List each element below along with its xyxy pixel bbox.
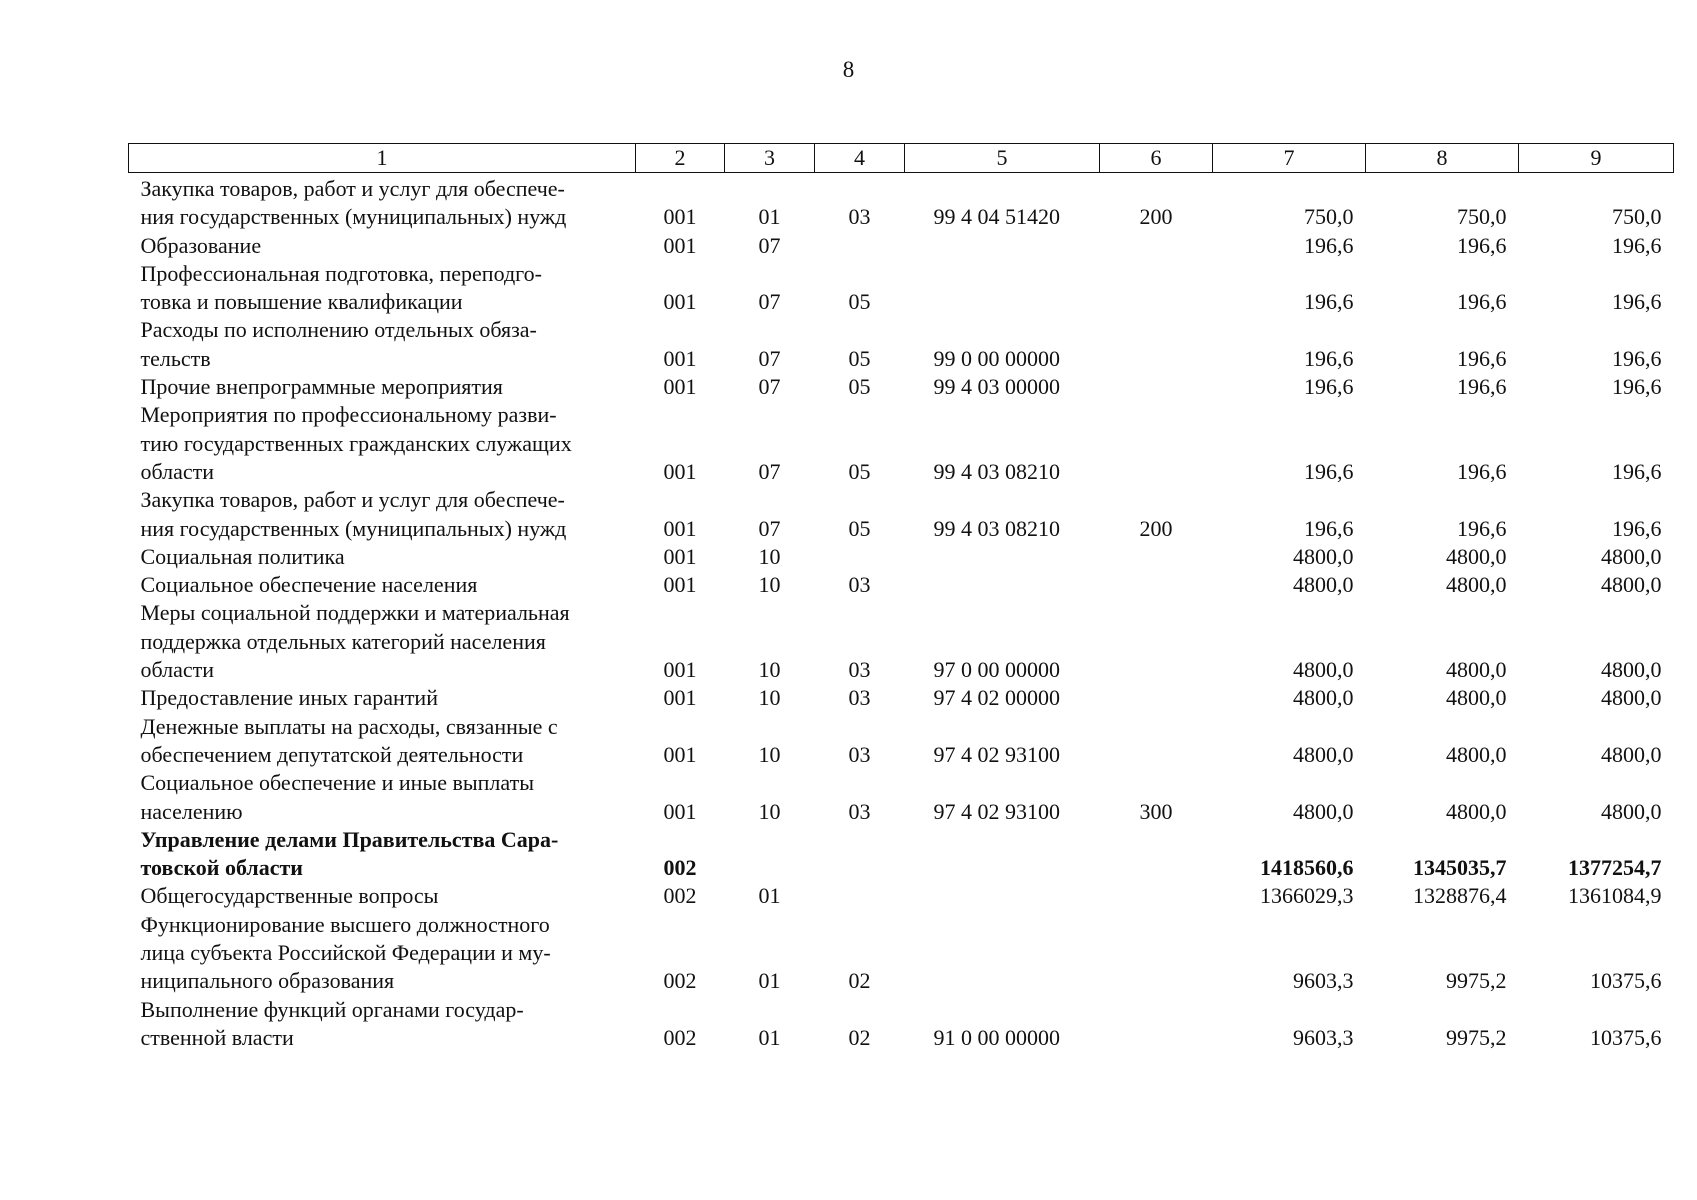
table-row (129, 599, 1674, 684)
description-line: тельств (140, 345, 211, 371)
column-header-3: 3 (725, 144, 815, 173)
cell-description (129, 911, 636, 996)
cell-description (129, 713, 636, 770)
cell-description (129, 232, 636, 260)
cell-description (129, 543, 636, 571)
description-line: Функционирование высшего должностного (140, 911, 550, 937)
cell-amount-col9: 4800,0 (1601, 741, 1662, 767)
cell-section: 07 (758, 232, 781, 258)
cell-subsection: 03 (848, 741, 871, 767)
description-line: ниципального образования (140, 968, 395, 994)
cell-subsection: 03 (848, 798, 871, 824)
cell-amount-col8: 4800,0 (1446, 685, 1507, 711)
cell-target-article: 97 4 02 93100 (933, 741, 1060, 767)
cell-section: 10 (758, 798, 781, 824)
description-line: Социальная политика (140, 543, 345, 569)
column-header-6: 6 (1100, 144, 1213, 173)
description-line: Общегосударственные вопросы (140, 883, 439, 909)
cell-amount-col8: 4800,0 (1446, 657, 1507, 683)
description-line: товской области (140, 855, 303, 881)
cell-subsection: 03 (848, 657, 871, 683)
description-line: обеспечением депутатской деятельности (140, 741, 524, 767)
cell-description (129, 401, 636, 486)
cell-amount-col9: 4800,0 (1601, 685, 1662, 711)
cell-ministry-code: 001 (663, 515, 697, 541)
cell-ministry-code: 001 (663, 204, 697, 230)
cell-subsection: 03 (848, 685, 871, 711)
cell-amount-col8: 4800,0 (1446, 572, 1507, 598)
description-line: лица субъекта Российской Федерации и му- (140, 940, 551, 966)
cell-expense-type (1100, 316, 1213, 373)
cell-amount-col9: 1377254,7 (1568, 855, 1662, 881)
table-row (129, 316, 1674, 373)
cell-expense-type (1100, 599, 1213, 684)
cell-description (129, 684, 636, 712)
cell-ministry-code: 001 (663, 543, 697, 569)
cell-target-article: 97 4 02 00000 (933, 685, 1060, 711)
description-line: Денежные выплаты на расходы, связанные с (140, 713, 558, 739)
cell-ministry-code: 001 (663, 657, 697, 683)
description-line: Образование (140, 232, 262, 258)
cell-expense-type (1100, 684, 1213, 712)
cell-amount-col9: 196,6 (1612, 515, 1662, 541)
cell-subsection: 05 (848, 289, 871, 315)
cell-amount-col7: 1366029,3 (1260, 883, 1354, 909)
cell-description (129, 316, 636, 373)
cell-amount-col8: 196,6 (1457, 374, 1507, 400)
cell-target-article (905, 260, 1100, 317)
cell-amount-col9: 4800,0 (1601, 657, 1662, 683)
cell-expense-type (1100, 713, 1213, 770)
cell-expense-type (1100, 401, 1213, 486)
cell-amount-col7: 4800,0 (1293, 657, 1354, 683)
description-line: Закупка товаров, работ и услуг для обеспече- (140, 487, 565, 513)
cell-ministry-code: 001 (663, 232, 697, 258)
cell-ministry-code: 001 (663, 289, 697, 315)
cell-target-article (905, 571, 1100, 599)
cell-section: 07 (758, 374, 781, 400)
cell-ministry-code: 002 (663, 1024, 697, 1050)
cell-description (129, 486, 636, 543)
cell-amount-col9: 4800,0 (1601, 798, 1662, 824)
table-row (129, 543, 1674, 571)
cell-section: 10 (758, 685, 781, 711)
cell-target-article: 99 4 04 51420 (933, 204, 1060, 230)
cell-amount-col9: 196,6 (1612, 458, 1662, 484)
cell-expense-type: 200 (1139, 204, 1173, 230)
cell-amount-col9: 10375,6 (1590, 1024, 1662, 1050)
cell-amount-col9: 4800,0 (1601, 543, 1662, 569)
description-line: Выполнение функций органами государ- (140, 996, 524, 1022)
cell-section: 10 (758, 741, 781, 767)
cell-section: 01 (758, 883, 781, 909)
cell-expense-type (1100, 882, 1213, 910)
description-line: области (140, 458, 215, 484)
table-row (129, 826, 1674, 883)
cell-description (129, 599, 636, 684)
cell-amount-col8: 4800,0 (1446, 741, 1507, 767)
column-header-9: 9 (1519, 144, 1674, 173)
cell-subsection: 05 (848, 345, 871, 371)
cell-section: 10 (758, 657, 781, 683)
table-row (129, 173, 1674, 232)
description-line: товка и повышение квалификации (140, 289, 463, 315)
cell-amount-col8: 9975,2 (1446, 1024, 1507, 1050)
cell-amount-col9: 4800,0 (1601, 572, 1662, 598)
description-line: тию государственных гражданских служащих (140, 430, 572, 456)
cell-section: 07 (758, 458, 781, 484)
cell-amount-col8: 196,6 (1457, 289, 1507, 315)
cell-amount-col7: 1418560,6 (1260, 855, 1354, 881)
cell-amount-col7: 9603,3 (1293, 1024, 1354, 1050)
description-line: ния государственных (муниципальных) нужд (140, 515, 567, 541)
cell-amount-col9: 196,6 (1612, 232, 1662, 258)
description-line: Социальное обеспечение и иные выплаты (140, 770, 534, 796)
cell-description (129, 173, 636, 232)
table-row (129, 882, 1674, 910)
description-line: Управление делами Правительства Сара- (140, 826, 559, 852)
table-row (129, 232, 1674, 260)
cell-ministry-code: 002 (663, 968, 697, 994)
cell-expense-type: 300 (1139, 798, 1173, 824)
cell-target-article: 91 0 00 00000 (933, 1024, 1060, 1050)
cell-section: 10 (758, 572, 781, 598)
cell-amount-col9: 196,6 (1612, 289, 1662, 315)
cell-amount-col9: 1361084,9 (1568, 883, 1662, 909)
cell-ministry-code: 001 (663, 572, 697, 598)
table-row (129, 911, 1674, 996)
cell-amount-col7: 4800,0 (1293, 543, 1354, 569)
cell-ministry-code: 001 (663, 798, 697, 824)
cell-expense-type (1100, 826, 1213, 883)
cell-subsection: 03 (848, 204, 871, 230)
header-row (129, 144, 1674, 173)
cell-amount-col8: 1345035,7 (1413, 855, 1507, 881)
cell-section: 01 (758, 204, 781, 230)
cell-section: 01 (758, 1024, 781, 1050)
cell-section: 01 (758, 968, 781, 994)
table-row (129, 373, 1674, 401)
table-row (129, 486, 1674, 543)
description-line: Закупка товаров, работ и услуг для обеспече- (140, 176, 565, 201)
cell-ministry-code: 002 (663, 855, 697, 881)
table-row (129, 769, 1674, 826)
cell-target-article (905, 826, 1100, 883)
cell-amount-col7: 196,6 (1304, 458, 1354, 484)
description-line: Социальное обеспечение населения (140, 572, 478, 598)
cell-description (129, 571, 636, 599)
cell-amount-col7: 196,6 (1304, 515, 1354, 541)
budget-table (128, 143, 1674, 1052)
table-body (129, 173, 1674, 1053)
cell-target-article (905, 543, 1100, 571)
cell-subsection: 05 (848, 458, 871, 484)
cell-amount-col9: 196,6 (1612, 374, 1662, 400)
cell-description (129, 996, 636, 1053)
cell-ministry-code: 001 (663, 741, 697, 767)
description-line: населению (140, 798, 243, 824)
cell-section: 10 (758, 543, 781, 569)
description-line: поддержка отдельных категорий населения (140, 628, 546, 654)
cell-amount-col8: 9975,2 (1446, 968, 1507, 994)
cell-ministry-code: 001 (663, 685, 697, 711)
table-row (129, 684, 1674, 712)
table-row (129, 401, 1674, 486)
cell-ministry-code: 001 (663, 374, 697, 400)
table-row (129, 996, 1674, 1053)
cell-expense-type: 200 (1139, 515, 1173, 541)
cell-target-article: 99 4 03 08210 (933, 515, 1060, 541)
cell-description (129, 826, 636, 883)
description-line: ственной власти (140, 1024, 294, 1050)
cell-amount-col7: 4800,0 (1293, 572, 1354, 598)
cell-ministry-code: 001 (663, 458, 697, 484)
cell-section: 07 (758, 515, 781, 541)
cell-amount-col7: 196,6 (1304, 232, 1354, 258)
cell-amount-col8: 4800,0 (1446, 798, 1507, 824)
cell-expense-type (1100, 232, 1213, 260)
cell-target-article (905, 232, 1100, 260)
table-row (129, 260, 1674, 317)
table-row (129, 571, 1674, 599)
cell-subsection (815, 826, 905, 883)
cell-expense-type (1100, 373, 1213, 401)
cell-subsection: 02 (848, 1024, 871, 1050)
cell-expense-type (1100, 996, 1213, 1053)
column-header-7: 7 (1213, 144, 1366, 173)
description-line: Прочие внепрограммные мероприятия (140, 374, 503, 400)
cell-amount-col7: 750,0 (1304, 204, 1354, 230)
cell-expense-type (1100, 911, 1213, 996)
cell-amount-col7: 9603,3 (1293, 968, 1354, 994)
cell-expense-type (1100, 571, 1213, 599)
description-line: Расходы по исполнению отдельных обяза- (140, 317, 537, 343)
description-line: Меры социальной поддержки и материальная (140, 600, 570, 626)
cell-target-article (905, 911, 1100, 996)
cell-subsection (815, 882, 905, 910)
cell-target-article: 97 0 00 00000 (933, 657, 1060, 683)
cell-description (129, 882, 636, 910)
description-line: Предоставление иных гарантий (140, 685, 438, 711)
table-row (129, 713, 1674, 770)
cell-target-article: 99 4 03 08210 (933, 458, 1060, 484)
cell-amount-col9: 10375,6 (1590, 968, 1662, 994)
description-line: области (140, 657, 215, 683)
cell-target-article: 99 0 00 00000 (933, 345, 1060, 371)
cell-amount-col8: 196,6 (1457, 515, 1507, 541)
cell-section: 07 (758, 289, 781, 315)
column-header-2: 2 (636, 144, 725, 173)
cell-subsection: 05 (848, 374, 871, 400)
cell-subsection: 02 (848, 968, 871, 994)
cell-description (129, 260, 636, 317)
cell-amount-col7: 196,6 (1304, 289, 1354, 315)
cell-amount-col8: 1328876,4 (1413, 883, 1507, 909)
cell-amount-col8: 196,6 (1457, 345, 1507, 371)
cell-amount-col7: 196,6 (1304, 374, 1354, 400)
column-header-4: 4 (815, 144, 905, 173)
cell-amount-col7: 196,6 (1304, 345, 1354, 371)
description-line: Профессиональная подготовка, переподго- (140, 260, 542, 286)
cell-amount-col8: 196,6 (1457, 458, 1507, 484)
cell-target-article: 97 4 02 93100 (933, 798, 1060, 824)
column-header-1: 1 (129, 144, 636, 173)
description-line: ния государственных (муниципальных) нужд (140, 204, 567, 230)
cell-amount-col8: 196,6 (1457, 232, 1507, 258)
cell-amount-col7: 4800,0 (1293, 685, 1354, 711)
cell-subsection (815, 232, 905, 260)
cell-target-article: 99 4 03 00000 (933, 374, 1060, 400)
cell-description (129, 373, 636, 401)
column-header-5: 5 (905, 144, 1100, 173)
column-header-8: 8 (1366, 144, 1519, 173)
cell-ministry-code: 001 (663, 345, 697, 371)
cell-expense-type (1100, 543, 1213, 571)
cell-amount-col8: 4800,0 (1446, 543, 1507, 569)
cell-description (129, 769, 636, 826)
cell-amount-col9: 196,6 (1612, 345, 1662, 371)
cell-section (725, 826, 815, 883)
cell-subsection (815, 543, 905, 571)
table-header (129, 144, 1674, 173)
cell-subsection: 05 (848, 515, 871, 541)
cell-ministry-code: 002 (663, 883, 697, 909)
description-line: Мероприятия по профессиональному разви- (140, 402, 557, 428)
cell-expense-type (1100, 260, 1213, 317)
cell-amount-col9: 750,0 (1612, 204, 1662, 230)
cell-amount-col8: 750,0 (1457, 204, 1507, 230)
page-number: 8 (842, 57, 855, 82)
cell-subsection: 03 (848, 572, 871, 598)
cell-amount-col7: 4800,0 (1293, 798, 1354, 824)
cell-section: 07 (758, 345, 781, 371)
cell-target-article (905, 882, 1100, 910)
cell-amount-col7: 4800,0 (1293, 741, 1354, 767)
